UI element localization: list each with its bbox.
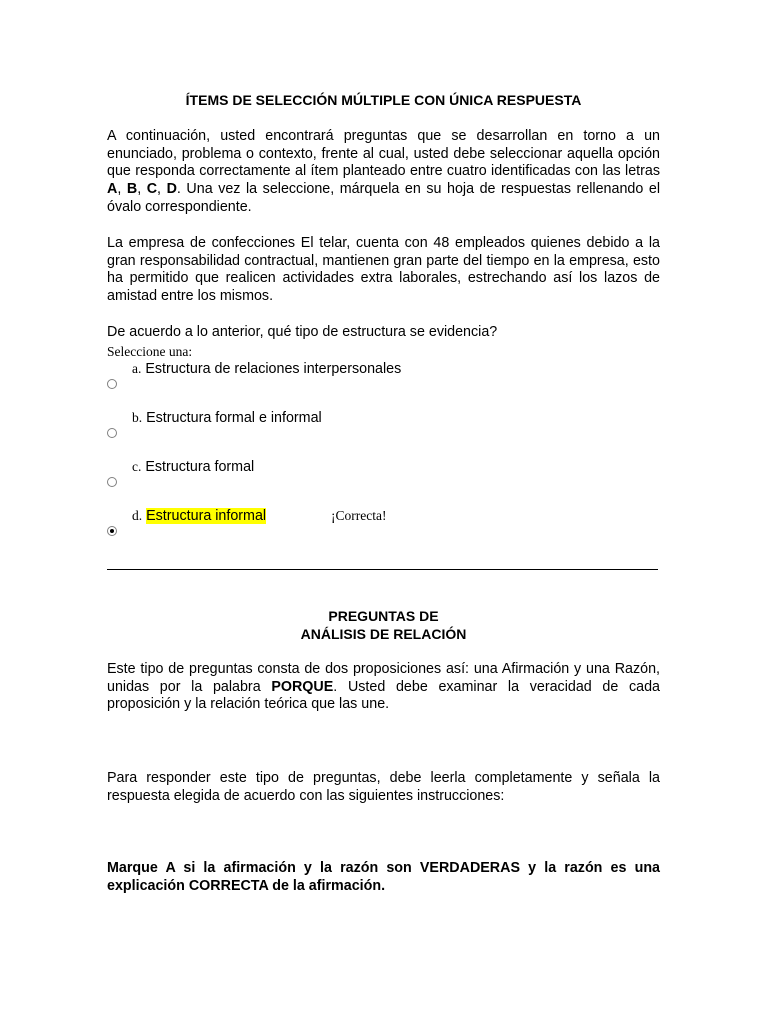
option-c-label[interactable]: c. Estructura formal — [132, 459, 255, 475]
response-instructions: Para responder este tipo de preguntas, debe leerla completamente y señala la respuesta elegida de acuerdo con las siguientes instrucciones: — [107, 770, 660, 804]
option-d[interactable] — [107, 507, 660, 547]
option-b[interactable] — [107, 409, 660, 449]
relation-intro-text-1: Este tipo de preguntas consta de dos proposiciones así: una Afirmación y una Razón, unidas por la palabra — [107, 661, 660, 695]
letter-d: D — [166, 181, 177, 198]
letter-a: A — [107, 181, 118, 198]
option-c-radio[interactable] — [107, 477, 117, 487]
option-a-radio[interactable] — [107, 379, 117, 389]
option-b-radio[interactable] — [107, 428, 117, 438]
section-title: ÍTEMS DE SELECCIÓN MÚLTIPLE CON ÚNICA RESPUESTA — [185, 92, 582, 108]
relation-intro-paragraph — [107, 661, 660, 714]
instructions-paragraph: A continuación, usted encontrará preguntas que se desarrollan en torno a un enunciado, problema o contexto, frente al cual, usted debe seleccionar aquella opción que responda correctamente al ítem planteado entre cuatro identificadas con las letras A, B, C, D. Una vez la seleccione, márquela en su hoja de respuestas rellenando el óvalo correspondiente. — [107, 128, 660, 215]
context-paragraph: La empresa de confecciones El telar, cuenta con 48 empleados quienes debido a la gran responsabilidad contractual, mantienen gran parte del tiempo en la empresa, esto ha permitido que realicen actividades extra laborales, estrechando así los lazos de amistad entre los mismos. — [107, 235, 660, 305]
instructions-text-1: A continuación, usted encontrará preguntas que se desarrollan en torno a un enunciado, problema o contexto, frente al cual, usted debe seleccionar aquella opción que responda correctamente al ítem planteado entre cuatro identificadas con las letras — [107, 128, 660, 180]
option-b-label[interactable]: b. Estructura formal e informal — [132, 410, 322, 426]
instructions-text-2: . Una vez la seleccione, márquela en su hoja de respuestas rellenando el óvalo correspondiente. — [107, 181, 660, 215]
keyword-porque: PORQUE — [271, 678, 334, 695]
letter-c: C — [146, 181, 158, 198]
letter-b: B — [126, 181, 138, 198]
select-prompt: Seleccione una: — [107, 344, 193, 359]
relation-intro-text-2: . Usted debe examinar la veracidad de cada proposición y la relación teórica que las une. — [107, 678, 660, 713]
highlighted-answer: Estructura informal — [146, 508, 267, 524]
section2-title-line2: ANÁLISIS DE RELACIÓN — [300, 626, 467, 642]
option-c[interactable] — [107, 458, 660, 498]
option-a[interactable] — [107, 360, 660, 400]
option-d-radio[interactable] — [107, 526, 117, 536]
question-text: De acuerdo a lo anterior, qué tipo de estructura se evidencia? — [107, 324, 498, 340]
section-divider — [107, 569, 658, 570]
section2-title-line1: PREGUNTAS DE — [328, 608, 439, 624]
rule-a-text: Marque A si la afirmación y la razón son VERDADERAS y la razón es una explicación CORRECTA de la afirmación. — [107, 860, 660, 894]
option-a-label[interactable]: a. Estructura de relaciones interpersonales — [132, 361, 402, 377]
option-d-label[interactable]: d. Estructura informal — [132, 508, 267, 524]
correct-feedback: ¡Correcta! — [331, 508, 387, 523]
